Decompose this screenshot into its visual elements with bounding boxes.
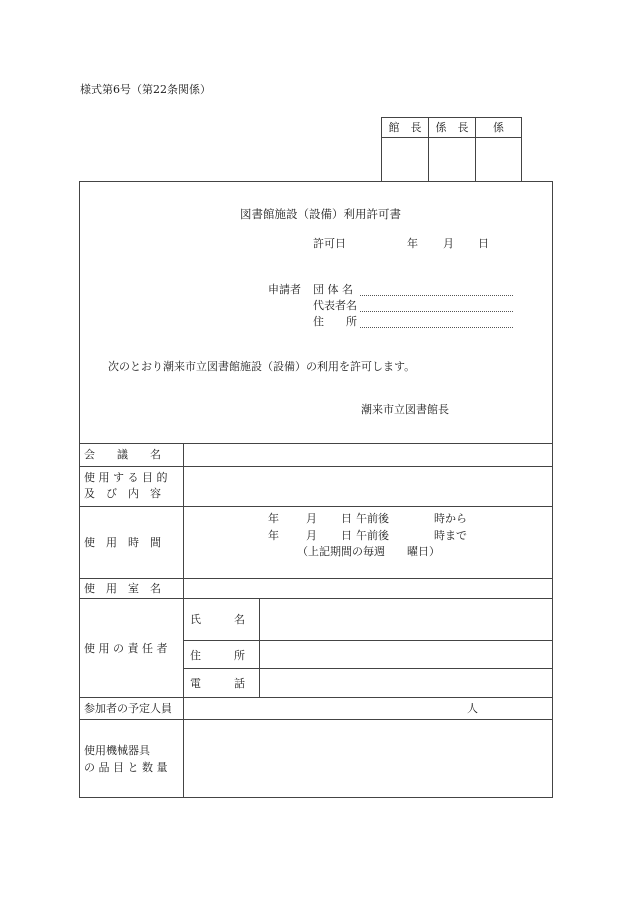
address-field[interactable] — [360, 327, 513, 328]
permit-date-year: 年 — [407, 237, 418, 250]
document-title: 図書館施設（設備）利用許可書 — [240, 207, 401, 221]
form-number: 様式第6号（第22条関係） — [80, 83, 211, 96]
responsible-label: 使 用 の 責 任 者 — [84, 642, 168, 655]
stamp-slot-staff[interactable] — [476, 138, 521, 181]
room-name-field[interactable] — [184, 579, 552, 598]
responsible-address-label: 住 所 — [190, 649, 245, 662]
purpose-field[interactable] — [184, 467, 552, 506]
stamp-slot-chief[interactable] — [429, 138, 475, 181]
permit-date-day: 日 — [478, 237, 489, 250]
purpose-label-line2: 及 び 内 容 — [84, 487, 161, 500]
meeting-name-field[interactable] — [184, 444, 552, 466]
purpose-label-line1: 使 用 す る 目 的 — [84, 471, 168, 484]
issuer: 潮来市立図書館長 — [361, 403, 449, 416]
usage-time-label: 使 用 時 間 — [84, 536, 161, 549]
end-ampm: 午前後 — [356, 529, 389, 542]
start-month: 月 — [306, 512, 317, 525]
approval-header-director: 館 長 — [388, 121, 422, 134]
end-day: 日 — [341, 529, 352, 542]
end-month: 月 — [306, 529, 317, 542]
responsible-name-field[interactable] — [260, 599, 552, 640]
weekly-note: （上記期間の毎週 曜日） — [297, 545, 440, 558]
approval-header-staff: 係 — [493, 121, 504, 134]
participants-field[interactable] — [184, 698, 552, 719]
responsible-phone-field[interactable] — [260, 669, 552, 697]
room-name-label: 使 用 室 名 — [84, 582, 161, 595]
permit-date-month: 月 — [443, 237, 454, 250]
responsible-address-field[interactable] — [260, 641, 552, 668]
start-day: 日 — [341, 512, 352, 525]
equipment-field[interactable] — [184, 720, 552, 797]
end-hour: 時まで — [434, 529, 467, 542]
approval-header-chief: 係 長 — [435, 121, 469, 134]
end-year: 年 — [268, 529, 279, 542]
start-year: 年 — [268, 512, 279, 525]
responsible-name-label: 氏 名 — [190, 613, 245, 626]
equipment-label-line1: 使用機械器具 — [84, 744, 150, 757]
permission-statement: 次のとおり潮来市立図書館施設（設備）の利用を許可します。 — [108, 360, 416, 373]
group-name-label: 団 体 名 — [313, 283, 353, 296]
stamp-slot-director[interactable] — [382, 138, 428, 181]
equipment-label-line2: の 品 目 と 数 量 — [84, 761, 168, 774]
applicant-label: 申請者 — [268, 283, 301, 296]
responsible-phone-label: 電 話 — [190, 677, 245, 690]
meeting-name-label: 会 議 名 — [84, 448, 161, 461]
start-hour: 時から — [434, 512, 467, 525]
representative-label: 代表者名 — [313, 299, 357, 312]
participants-label: 参加者の予定人員 — [84, 702, 172, 715]
group-name-field[interactable] — [360, 295, 513, 296]
address-label: 住 所 — [313, 315, 357, 328]
participants-unit: 人 — [467, 702, 478, 715]
permit-date-label: 許可日 — [313, 237, 346, 250]
representative-field[interactable] — [360, 311, 513, 312]
start-ampm: 午前後 — [356, 512, 389, 525]
